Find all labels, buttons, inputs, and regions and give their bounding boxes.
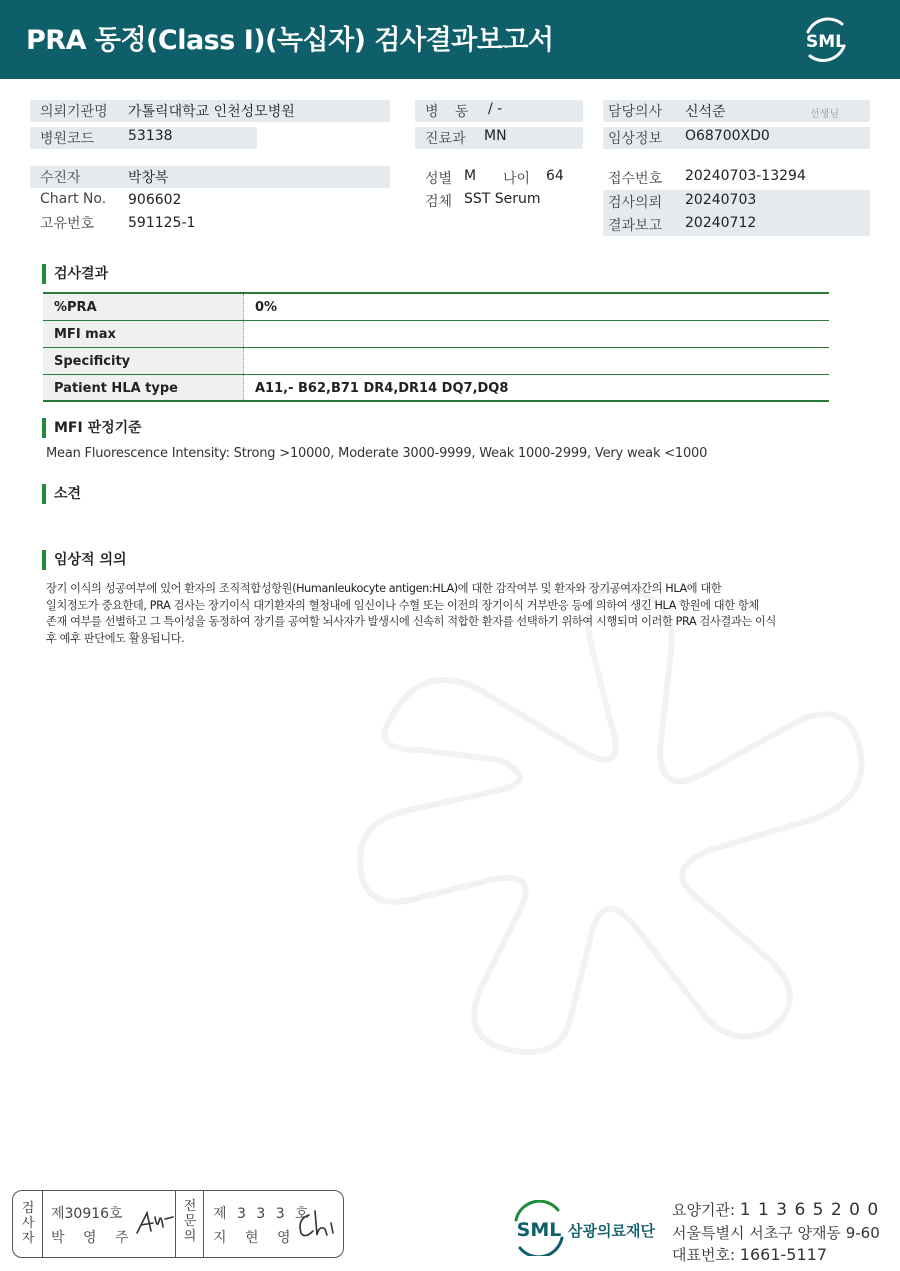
footer-org-name: 삼광의료재단 <box>568 1222 655 1240</box>
specimen-label: 검체 <box>425 194 453 210</box>
header-logo-text: SML <box>806 32 846 52</box>
tester-signature-icon <box>133 1207 177 1239</box>
specialist-name: 지 현 영 <box>213 1230 298 1246</box>
sml-logo-icon <box>798 12 854 66</box>
table-row <box>43 348 829 375</box>
clinical-label: 임상정보 <box>608 131 663 147</box>
hospital-code-value: 53138 <box>128 128 173 144</box>
clinical-meaning-line: 일치정도가 중요한데, PRA 검사는 장기이식 대기환자의 혈청내에 임신이나 수혈 또는 이전의 장기이식 거부반응 등에 의하여 생긴 HLA 항원에 대한 항체 <box>46 598 759 612</box>
footer-phone-label: 대표번호: <box>672 1246 736 1264</box>
footer-phone: 1661-5117 <box>739 1245 828 1264</box>
patient-bar <box>30 166 390 188</box>
sex-value: M <box>464 168 477 184</box>
doctor-suffix: 선생님 <box>810 109 839 120</box>
request-value: 20240703 <box>685 192 757 208</box>
specimen-value: SST Serum <box>464 191 541 207</box>
signature-box <box>12 1190 344 1258</box>
chart-label: Chart No. <box>40 191 107 207</box>
sex-label: 성별 <box>425 171 453 187</box>
footer-phone-line <box>672 1244 827 1265</box>
report-title: PRA 동정(Class I)(녹십자) 검사결과보고서 <box>26 25 554 56</box>
footer-sml-logo-icon <box>510 1200 670 1256</box>
mfi-section-title: MFI 판정기준 <box>42 418 142 438</box>
results-section-title: 검사결과 <box>42 264 108 284</box>
doctor-label: 담당의사 <box>608 104 663 120</box>
age-value: 64 <box>546 168 564 184</box>
ward-label: 병 동 <box>425 104 475 120</box>
result-value-hla-type: A11,- B62,B71 DR4,DR14 DQ7,DQ8 <box>255 381 509 396</box>
result-key-mfi-max: MFI max <box>43 321 244 347</box>
specialist-label: 전 문 의 <box>183 1199 197 1244</box>
request-label: 검사의뢰 <box>608 195 663 211</box>
specialist-signature-icon <box>295 1207 339 1241</box>
signature-divider <box>203 1191 204 1257</box>
doctor-value: 신석준 <box>685 104 726 120</box>
id-label: 고유번호 <box>40 216 95 232</box>
dept-label: 진료과 <box>425 131 466 147</box>
signature-divider <box>42 1191 43 1257</box>
footer-code: 1 1 3 6 5 2 0 0 <box>739 1200 880 1220</box>
hospital-value: 가톨릭대학교 인천성모병원 <box>128 104 295 120</box>
footer-logo-text: SML <box>516 1219 562 1241</box>
signature-divider <box>175 1191 176 1257</box>
clinical-meaning-title: 임상적 의의 <box>42 550 127 570</box>
clinical-meaning-line: 존재 여부를 선별하고 그 특이성을 동정하여 장기를 공여할 뇌사자가 발생시에 신속히 적합한 환자를 선택하기 위하여 시행되며 이러한 PRA 검사결과는 이식 <box>46 615 776 628</box>
tester-name: 박 영 주 <box>51 1230 136 1246</box>
table-row <box>43 321 829 348</box>
patient-value: 박창복 <box>128 170 169 186</box>
dept-value: MN <box>484 128 507 144</box>
result-key-hla-type: Patient HLA type <box>43 375 244 400</box>
specialist-number: 제 3 3 3 호 <box>213 1206 312 1222</box>
age-label: 나이 <box>503 171 531 187</box>
footer-code-label: 요양기관: <box>672 1201 736 1219</box>
ward-value: / - <box>488 101 503 117</box>
report-value: 20240712 <box>685 215 757 231</box>
reception-value: 20240703-13294 <box>685 168 806 184</box>
result-key-pra: %PRA <box>43 294 244 320</box>
clinical-meaning-text <box>46 581 836 647</box>
id-value: 591125-1 <box>128 215 196 231</box>
table-row <box>43 375 829 402</box>
opinion-section-title: 소견 <box>42 484 81 504</box>
report-header <box>0 0 900 79</box>
results-table <box>43 292 829 402</box>
footer-address: 서울특별시 서초구 양재동 9-60 <box>672 1224 880 1242</box>
tester-label: 검 사 자 <box>21 1201 35 1246</box>
result-key-specificity: Specificity <box>43 348 244 374</box>
reception-label: 접수번호 <box>608 171 663 187</box>
hospital-code-label: 병원코드 <box>40 131 95 147</box>
chart-value: 906602 <box>128 192 182 208</box>
clinical-meaning-line: 장기 이식의 성공여부에 있어 환자의 조직적합성항원(Humanleukocyte antigen:HLA)에 대한 감작여부 및 환자와 장기공여자간의 HLA에 대한 <box>46 582 722 595</box>
report-label: 결과보고 <box>608 218 663 234</box>
patient-label: 수진자 <box>40 170 81 186</box>
footer-code-line <box>672 1199 879 1220</box>
hospital-label: 의뢰기관명 <box>40 104 108 120</box>
mfi-criteria-text: Mean Fluorescence Intensity: Strong >10000, Moderate 3000-9999, Weak 1000-2999, Very weak <1000 <box>46 446 708 461</box>
table-row <box>43 294 829 321</box>
clinical-value: O68700XD0 <box>685 128 770 144</box>
tester-number: 제30916호 <box>51 1206 123 1222</box>
result-value-pra: 0% <box>255 300 278 315</box>
clinical-meaning-line: 후 예후 판단에도 활용됩니다. <box>46 631 185 645</box>
